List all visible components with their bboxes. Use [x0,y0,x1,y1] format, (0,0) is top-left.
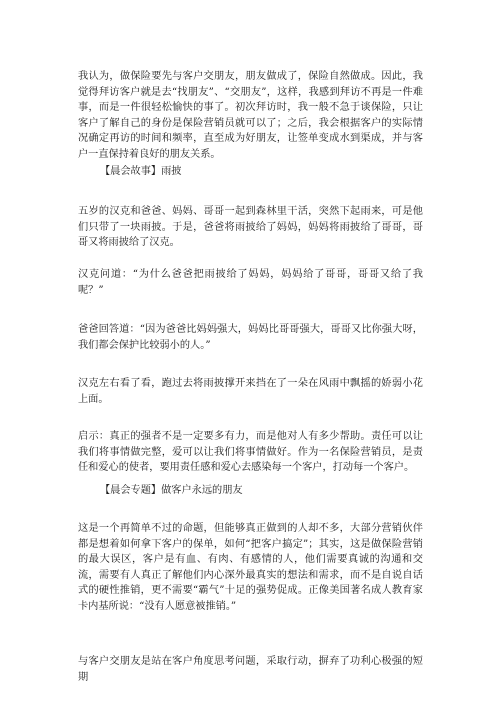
story-paragraph-3: 爸爸回答道：“因为爸爸比妈妈强大，妈妈比哥哥强大，哥哥又比你强大呀，我们都会保护比较弱小的人。” [78,324,423,351]
story-heading: 【晨会故事】雨披 [100,166,182,177]
story-paragraph-2: 汉克问道：“为什么爸爸把雨披给了妈妈，妈妈给了哥哥，哥哥又给了我呢？” [78,269,423,296]
topic-paragraph-1: 这是一个再简单不过的命题，但能够真正做到的人却不多，大部分营销伙伴都是想着如何拿下客户的保单，如何“把客户搞定”；其实，这是做保险营销的最大误区，客户是有血、有肉、有感情的人，他们需要真诚的沟通和交流，需要有人真正了解他们内心深外最真实的想法和需求，而不是自说自话式的硬性推销，更不需要“霸气”十足的强势促成。正像美国著名成人教育家卡内基所说：“没有人愿意被推销。” [78,523,423,612]
topic-paragraph-2: 与客户交朋友是站在客户角度思考问题，采取行动，摒弃了功利心极强的短期 [78,656,423,683]
story-lesson-paragraph: 启示：真正的强者不是一定要多有力，而是他对人有多少帮助。责任可以让我们将事情做完整，爱可以让我们将事情做好。作为一名保险营销员，是责任和爱心的使者，要用责任感和爱心去感染每一个客户，打动每一个客户。 [78,431,423,474]
intro-paragraph: 我认为，做保险要先与客户交朋友，朋友做成了，保险自然做成。因此，我觉得拜访客户就是去“找朋友”、“交朋友”，这样，我感到拜访不再是一件难事，而是一件很轻松愉快的事了。初次拜访时，我一般不急于谈保险，只让客户了解自己的身份是保险营销员就可以了；之后，我会根据客户的实际情况确定再访的时间和频率，直至成为好朋友，让签单变成水到渠成，并与客户一直保持着良好的朋友关系。 [78,71,423,160]
story-paragraph-1: 五岁的汉克和爸爸、妈妈、哥哥一起到森林里干活，突然下起雨来，可是他们只带了一块雨披。于是，爸爸将雨披给了妈妈，妈妈将雨披给了哥哥，哥哥又将雨披给了汉克。 [78,206,423,249]
topic-heading: 【晨会专题】做客户永远的朋友 [100,485,243,496]
story-paragraph-4: 汉克左右看了看，跑过去将雨披撑开来挡在了一朵在风雨中飘摇的娇弱小花上面。 [78,378,423,405]
